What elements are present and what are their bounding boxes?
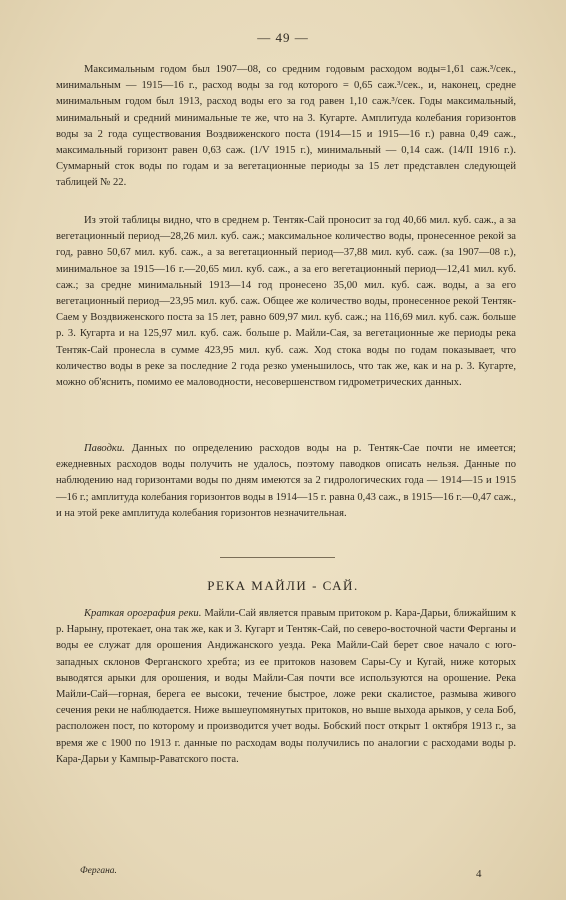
paragraph-4 — [56, 606, 516, 768]
paragraph-3-block — [56, 441, 516, 522]
footer-signature: Фергана. — [80, 866, 117, 876]
section-divider — [220, 557, 335, 558]
paragraph-3 — [56, 441, 516, 522]
paragraph-3-lead: Паводки. — [84, 443, 125, 454]
paragraph-1-block — [56, 62, 516, 192]
footer-sheet-number: 4 — [476, 868, 482, 880]
paragraph-3-text: Данных по определению расходов воды на р. Тентяк-Сае почти не имеется; ежедневных расходов воды получить не удалось, поэтому паводков описать нельзя. Данные по наблюдению над горизонтами воды по дням имеются за 2 гидрологических года — 1914—15 и 1915—16 г.; амплитуда колебания горизонтов воды в 1914—15 г. равна 0,43 саж., в 1915—16 г.—0,47 саж., и на этой реке амплитуда колебания горизонтов незначительная. — [56, 443, 516, 519]
section-title: РЕКА МАЙЛИ - САЙ. — [207, 578, 359, 593]
paragraph-2: Из этой таблицы видно, что в среднем р. Тентяк-Сай проносит за год 40,66 мил. куб. саж., а за вегетационный период—28,26 мил. куб. саж.; максимальное количество воды, пронесенное рекой за год, равно 50,67 мил. куб. саж., а за вегетационный период—37,88 мил. куб. саж. (за 1907—08 г.), минимальное за 1915—16 г.—20,65 мил. куб. саж., а за его вегетационный период—12,41 мил. куб. саж.; за средне минимальный 1913—14 год пронесено 35,00 мил. куб. саж. воды, а за его вегетационный период—23,95 мил. куб. саж. Общее же количество воды, пронесенное рекой Тентяк-Саем у Воздвиженского поста за 15 лет, равно 609,97 мил. куб. саж.; на 116,69 мил. куб. саж. больше р. 3. Кугарта и на 125,97 мил. куб. саж. больше р. Майли-Сая, за вегетационные же периоды река Тентяк-Сай пронесла в сумме 423,95 мил. куб. саж. Ход стока воды по годам показывает, что количество воды в реке за последние 2 года резко уменьшилось, что так же, как и на р. 3. Кугарте, можно об'яснить, помимо ее маловодности, несовершенством гидрометрических данных. — [56, 215, 516, 389]
page-number: — 49 — — [257, 30, 309, 45]
paragraph-1: Максимальным годом был 1907—08, со средним годовым расходом воды=1,61 саж.³/сек., минимальным — 1915—16 г., расход воды за год которого = 0,65 саж.³/сек., и, наконец, средне минимальным годом был 1913, расход воды его за год равен 1,10 саж.³/сек. Годы максимальный, минимальный и средний минимальные те же, что на 3. Кугарте. Амплитуда колебания горизонтов воды за 2 года существования Воздвиженского поста (1914—15 и 1915—16 г.) равна 0,49 саж., максимальный горизонт равен 0,63 саж. (1/V 1915 г.), минимальный — 0,14 саж. (14/II 1916 г.). Суммарный сток воды по годам и за вегетационные периоды за 15 лет представлен следующей таблицей № 22. — [56, 64, 516, 189]
paragraph-4-lead: Краткая орография реки. — [84, 608, 202, 619]
paragraph-4-block — [56, 606, 516, 768]
paragraph-4-text: Майли-Сай является правым притоком р. Кара-Дарьи, ближайшим к р. Нарыну, протекает, она так же, как и 3. Кугарт и Тентяк-Сай, по северо-восточной части Ферганы и воды ее служат для орошения Андижанского уезда. Река Майли-Сай берет свое начало с юго-западных склонов Ферганского хребта; из ее притоков назовем Сары-Су и Кугай, ниже которых выводятся арыки для орошения, и воды Майли-Сая почти все используются на орошение. Река Майли-Сай—горная, берега ее высоки, течение быстрое, ложе реки скалистое, размыва живого сечения реки не наблюдается. Ниже вышеупомянутых притоков, но выше выхода арыков, у села Боб, расположен пост, по которому и производится учет воды. Бобский пост открыт 1 октября 1913 г., за время же с 1900 по 1913 г. данные по расходам воды получились по аналогии с расходами воды р. Кара-Дарьи у Кампыр-Раватского поста. — [56, 608, 517, 765]
paragraph-2-block — [56, 213, 516, 391]
